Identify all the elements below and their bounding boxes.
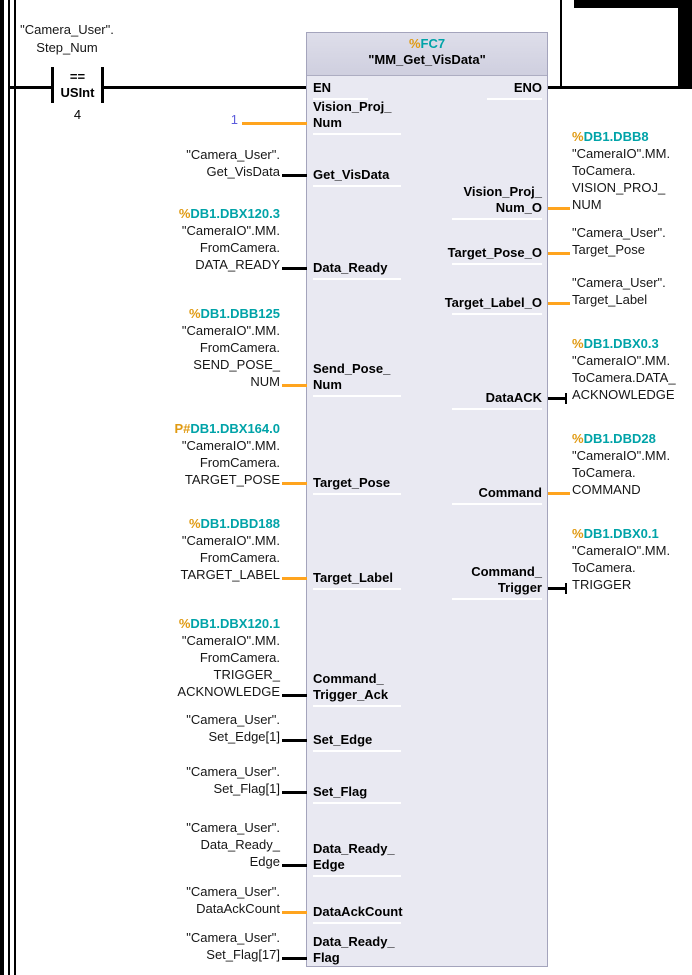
output-operand[interactable]: %DB1.DBD28 "CameraIO".MM. ToCamera. COMMAND xyxy=(572,430,690,498)
wire xyxy=(282,911,307,914)
pin-underline xyxy=(452,598,542,600)
wire xyxy=(548,397,565,400)
input-operand[interactable]: "Camera_User". Get_VisData xyxy=(186,147,280,179)
output-operand[interactable]: %DB1.DBX0.3 "CameraIO".MM. ToCamera.DATA_ ACKNOWLEDGE xyxy=(572,335,690,403)
compare-contact[interactable]: == xyxy=(69,69,86,84)
compare-dtype[interactable]: USInt xyxy=(60,85,95,100)
block-address: %FC7 xyxy=(408,36,446,51)
contact-operand[interactable] xyxy=(0,21,134,57)
operand-address: %DB1.DBB8 xyxy=(572,129,649,144)
pin-target-label-o[interactable]: Target_Label_O xyxy=(444,295,542,310)
wire xyxy=(282,482,307,485)
fb-block-header[interactable] xyxy=(307,33,547,76)
input-operand[interactable]: P#DB1.DBX164.0 "CameraIO".MM. FromCamera. TARGET_POSE xyxy=(110,420,280,488)
input-operand[interactable]: "Camera_User". Set_Flag[1] xyxy=(186,764,280,796)
operand-address: %DB1.DBX120.1 xyxy=(178,616,280,631)
rung-wire xyxy=(9,86,52,89)
operand-address: %DB1.DBX0.3 xyxy=(572,336,659,351)
pin-data-ready[interactable]: Data_Ready xyxy=(313,260,388,275)
pin-underline xyxy=(452,263,542,265)
input-operand[interactable]: %DB1.DBD188 "CameraIO".MM. FromCamera. TARGET_LABEL xyxy=(110,515,280,583)
pin-underline xyxy=(452,313,542,315)
assign-tick xyxy=(565,583,567,594)
pin-underline xyxy=(313,750,401,752)
left-border xyxy=(0,0,4,975)
input-operand[interactable]: "Camera_User". Set_Flag[17] xyxy=(186,930,280,962)
output-operand[interactable]: %DB1.DBX0.1 "CameraIO".MM. ToCamera. TRIGGER xyxy=(572,525,690,593)
operand-line: Step_Num xyxy=(36,40,98,55)
wire xyxy=(548,492,570,495)
eno-wire xyxy=(548,86,692,89)
wire xyxy=(282,957,307,960)
pin-underline xyxy=(313,278,401,280)
pin-data-ready-flag[interactable]: Data_Ready_ Flag xyxy=(313,934,395,965)
input-operand[interactable]: "Camera_User". DataAckCount xyxy=(186,884,280,916)
operand-address: %DB1.DBD188 xyxy=(188,516,280,531)
pin-get-visdata[interactable]: Get_VisData xyxy=(313,167,390,182)
pin-command-trigger-ack[interactable]: Command_ Trigger_Ack xyxy=(313,671,389,702)
rung-wire xyxy=(103,86,307,89)
output-operand[interactable]: "Camera_User". Target_Pose xyxy=(572,225,666,257)
power-rail-inner xyxy=(14,0,16,975)
pin-data-ready-edge[interactable]: Data_Ready_ Edge xyxy=(313,841,395,872)
input-constant[interactable]: 1 xyxy=(230,112,238,127)
pin-underline xyxy=(313,185,401,187)
pin-underline xyxy=(313,133,401,135)
pin-target-pose[interactable]: Target_Pose xyxy=(313,475,391,490)
operand-address: %DB1.DBX0.1 xyxy=(572,526,659,541)
assign-tick xyxy=(565,393,567,404)
pin-underline xyxy=(452,408,542,410)
wire xyxy=(242,122,307,125)
input-operand[interactable]: %DB1.DBB125 "CameraIO".MM. FromCamera. SEND_POSE_ NUM xyxy=(110,305,280,390)
pin-vision-proj-num-o[interactable]: Vision_Proj_ Num_O xyxy=(463,184,542,215)
pin-target-label[interactable]: Target_Label xyxy=(313,570,393,585)
pin-underline xyxy=(452,503,542,505)
wire xyxy=(282,384,307,387)
pin-underline xyxy=(313,705,401,707)
input-operand[interactable]: "Camera_User". Set_Edge[1] xyxy=(186,712,280,744)
wire xyxy=(548,302,570,305)
pin-dataack[interactable]: DataACK xyxy=(485,390,542,405)
input-operand[interactable]: %DB1.DBX120.1 "CameraIO".MM. FromCamera. TRIGGER_ ACKNOWLEDGE xyxy=(110,615,280,700)
pin-underline xyxy=(313,875,401,877)
operand-address: %DB1.DBB125 xyxy=(188,306,280,321)
wire xyxy=(282,739,307,742)
block-title: "MM_Get_VisData" xyxy=(368,52,486,67)
input-operand[interactable]: %DB1.DBX120.3 "CameraIO".MM. FromCamera. DATA_READY xyxy=(110,205,280,273)
pin-underline xyxy=(313,588,401,590)
output-operand[interactable]: "Camera_User". Target_Label xyxy=(572,275,666,307)
right-border xyxy=(678,0,692,89)
operand-address: %DB1.DBD28 xyxy=(572,431,656,446)
wire xyxy=(282,174,307,177)
pin-set-edge[interactable]: Set_Edge xyxy=(313,732,373,747)
power-rail xyxy=(8,0,10,975)
pin-underline xyxy=(313,395,401,397)
pin-send-pose-num[interactable]: Send_Pose_ Num xyxy=(313,361,391,392)
pin-vision-proj-num[interactable]: Vision_Proj_ Num xyxy=(313,99,392,130)
pin-target-pose-o[interactable]: Target_Pose_O xyxy=(447,245,542,260)
pin-underline xyxy=(452,218,542,220)
wire xyxy=(282,791,307,794)
wire xyxy=(282,577,307,580)
top-right-border xyxy=(574,0,692,8)
wire xyxy=(282,267,307,270)
pin-underline xyxy=(487,98,542,100)
wire xyxy=(548,252,570,255)
pin-set-flag[interactable]: Set_Flag xyxy=(313,784,368,799)
operand-line: "Camera_User". xyxy=(20,22,114,37)
wire xyxy=(282,694,307,697)
pin-command-trigger[interactable]: Command_ Trigger xyxy=(471,564,542,595)
pin-command[interactable]: Command xyxy=(478,485,542,500)
operand-address: %DB1.DBX120.3 xyxy=(178,206,280,221)
output-operand[interactable]: %DB1.DBB8 "CameraIO".MM. ToCamera. VISION_PROJ_ NUM xyxy=(572,128,690,213)
pin-underline xyxy=(313,493,401,495)
compare-value[interactable]: 4 xyxy=(73,107,82,122)
input-operand[interactable]: "Camera_User". Data_Ready_ Edge xyxy=(186,820,280,869)
pin-dataackcount[interactable]: DataAckCount xyxy=(313,904,403,919)
operand-address: P#DB1.DBX164.0 xyxy=(174,421,280,436)
wire xyxy=(282,864,307,867)
pin-eno[interactable]: ENO xyxy=(513,80,542,95)
pin-underline xyxy=(313,922,401,924)
border-line xyxy=(560,0,562,89)
pin-underline xyxy=(313,802,401,804)
pin-en[interactable]: EN xyxy=(313,80,332,95)
wire xyxy=(548,587,565,590)
wire xyxy=(548,207,570,210)
